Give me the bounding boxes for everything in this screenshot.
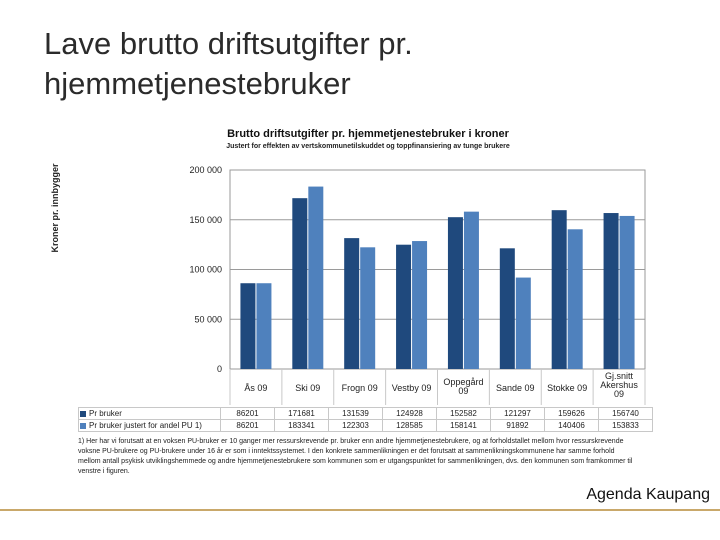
bar-series-2 (360, 247, 375, 369)
table-cell: 156740 (599, 408, 653, 420)
y-tick-label: 0 (216, 364, 222, 374)
x-tick-label: Vestby 09 (391, 383, 432, 393)
bar-series-1 (552, 210, 567, 369)
table-cell: 153833 (599, 420, 653, 432)
y-tick-label: 150 000 (189, 214, 222, 225)
x-tick-label: Ås 09 (244, 383, 268, 393)
table-cell: 131539 (329, 408, 383, 420)
bar-series-1 (344, 238, 359, 369)
table-cell: 122303 (329, 420, 383, 432)
table-cell: 124928 (383, 408, 437, 420)
table-row-series-2 (79, 420, 653, 432)
y-tick-label: 100 000 (189, 264, 222, 275)
table-cell: 171681 (275, 408, 329, 420)
x-tick-label: Gj.snitt (605, 371, 634, 381)
x-tick-label: 09 (614, 389, 625, 399)
bar-series-2 (620, 216, 635, 369)
bar-series-2 (412, 241, 427, 369)
x-tick-label: Sande 09 (496, 383, 535, 393)
x-tick-label: 09 (458, 386, 469, 396)
bar-series-1 (604, 213, 619, 369)
table-cell: 152582 (437, 408, 491, 420)
x-tick-label: Stokke 09 (547, 383, 588, 393)
bar-series-2 (464, 212, 479, 369)
legend-entry-series-1: Pr bruker (79, 408, 221, 420)
x-tick-label: Frogn 09 (341, 383, 378, 393)
table-cell: 86201 (221, 408, 275, 420)
table-cell: 159626 (545, 408, 599, 420)
y-tick-label: 50 000 (194, 314, 222, 325)
x-tick-label: Oppegård (443, 377, 484, 387)
slide-title-line-2: hjemmetjenestebruker (44, 66, 351, 101)
footer-label: Agenda Kaupang (586, 486, 710, 503)
legend-key-series-2 (80, 423, 86, 429)
bar-series-2 (568, 229, 583, 369)
bar-series-1 (500, 248, 515, 369)
table-cell: 91892 (491, 420, 545, 432)
table-cell: 183341 (275, 420, 329, 432)
bar-series-1 (396, 245, 411, 369)
x-tick-label: Akershus (600, 380, 638, 390)
footer-divider (0, 509, 720, 511)
bar-series-2 (308, 187, 323, 369)
bar-series-1 (292, 198, 307, 369)
table-cell: 128585 (383, 420, 437, 432)
bar-series-1 (448, 217, 463, 369)
bar-series-2 (516, 278, 531, 369)
y-axis-label: Kroner pr. innbygger (50, 163, 60, 253)
legend-key-series-1 (80, 411, 86, 417)
y-tick-label: 200 000 (189, 165, 222, 175)
table-cell: 140406 (545, 420, 599, 432)
chart-title: Brutto driftsutgifter pr. hjemmetjenestebruker i kroner (227, 128, 509, 140)
x-tick-label: Ski 09 (295, 383, 321, 393)
legend-entry-series-2: Pr bruker justert for andel PU 1) (79, 420, 221, 432)
chart-subtitle: Justert for effekten av vertskommunetilskuddet og toppfinansiering av tunge brukere (226, 143, 510, 150)
bar-series-1 (240, 283, 255, 369)
table-row-series-1 (79, 408, 653, 420)
table-cell: 121297 (491, 408, 545, 420)
chart-footnote: 1) Her har vi forutsatt at en voksen PU-bruker er 10 ganger mer ressurskrevende pr. bruker enn andre hjemmetjenestebrukere, og at forholdstallet mellom hvor ressurskrevende voksne PU-brukere og PU-brukere under 16 år er som i inntektssystemet. I den konkrete sammenlikningen er det forutsatt at sammenlikningskommunene har samme forhold mellom antall psykisk utviklingshemmede og andre hjemmetjenestebrukere som kommunen som er utgangspunktet for sammenlikningen, dvs. den kommunen som framkommer til venstre i figuren. (78, 438, 633, 475)
slide-title-line-1: Lave brutto driftsutgifter pr. (44, 26, 413, 61)
data-table (78, 407, 653, 432)
table-cell: 158141 (437, 420, 491, 432)
table-cell: 86201 (221, 420, 275, 432)
bar-series-2 (256, 283, 271, 369)
